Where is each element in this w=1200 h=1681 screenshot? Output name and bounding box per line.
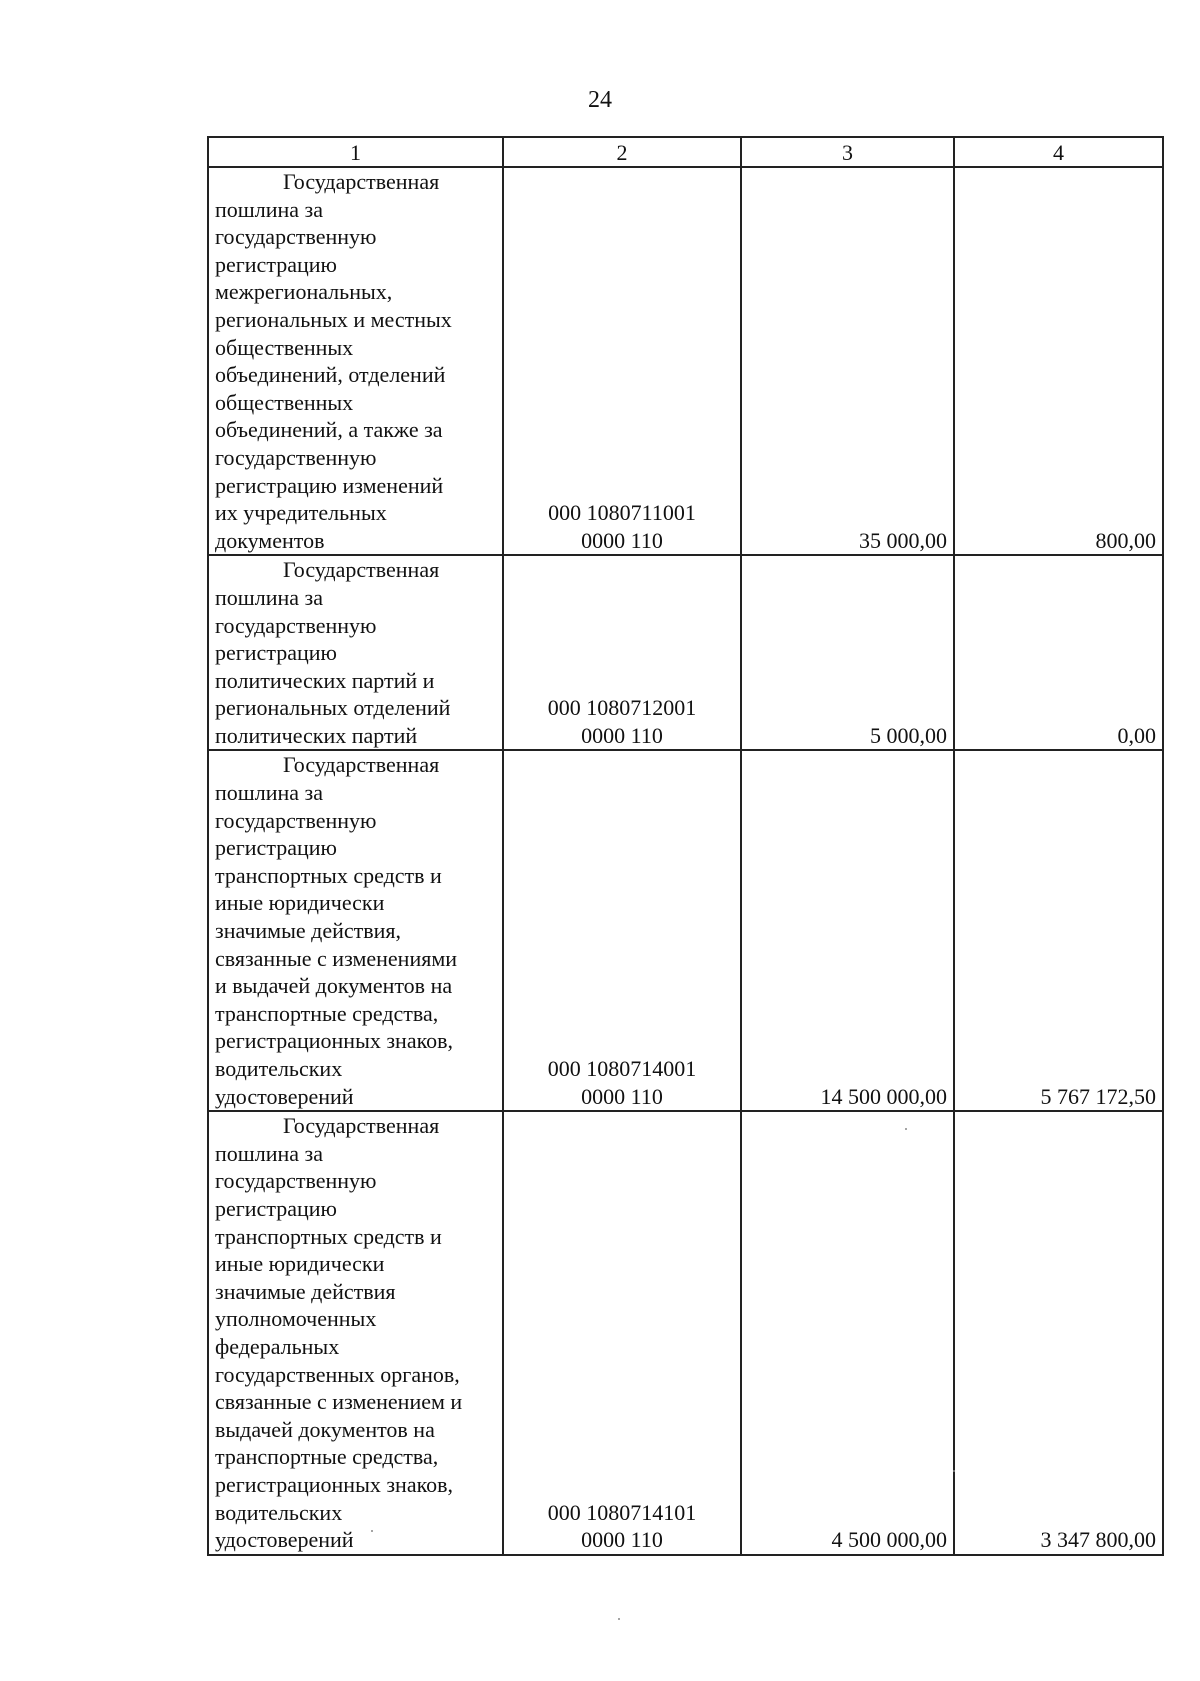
name-line: и выдачей документов на <box>215 973 453 999</box>
name-line: связанные с изменением и <box>215 1389 463 1415</box>
name-line: политических партий <box>215 722 418 748</box>
column-header-3: 3 <box>741 137 954 167</box>
name-line: водительских <box>215 1056 343 1081</box>
name-line: транспортные средства, <box>215 1444 439 1470</box>
name-line: Государственная <box>283 557 440 583</box>
name-line: водительских <box>215 1499 343 1525</box>
name-line: регистрационных знаков, <box>215 1471 454 1497</box>
column-header-4: 4 <box>954 137 1163 167</box>
name-line: пошлина за <box>215 584 323 610</box>
code-line: 000 1080714101 <box>547 1499 697 1525</box>
cell-actual-amount: 3 347 800,00 <box>954 1111 1163 1555</box>
name-line: транспортные средства, <box>215 1000 439 1026</box>
table-row <box>208 167 1163 555</box>
name-line: уполномоченных <box>215 1306 377 1332</box>
name-line: региональных отделений <box>215 695 451 721</box>
name-line: межрегиональных, <box>215 279 393 305</box>
name-line: значимые действия, <box>215 918 402 944</box>
name-line: транспортных средств и <box>215 1223 442 1249</box>
name-line: регистрационных знаков, <box>215 1028 454 1054</box>
name-line: регистрацию <box>215 251 337 277</box>
cell-name <box>208 555 503 750</box>
name-line: пошлина за <box>215 1140 323 1166</box>
cell-plan-amount: 5 000,00 <box>741 555 954 750</box>
code-line: 000 1080712001 <box>547 695 697 721</box>
cell-name <box>208 167 503 555</box>
name-line: их учредительных <box>215 500 387 526</box>
code-line: 0000 110 <box>581 1527 663 1553</box>
cell-code <box>503 1111 741 1555</box>
name-line: связанные с изменениями <box>215 945 458 971</box>
name-line: государственную <box>215 612 377 638</box>
name-line: объединений, а также за <box>215 417 443 443</box>
code-line: 0000 110 <box>581 1083 663 1109</box>
cell-name <box>208 1111 503 1555</box>
table-body <box>208 167 1163 1555</box>
cell-plan-amount: 35 000,00 <box>741 167 954 555</box>
name-line: удостоверений <box>215 1527 354 1553</box>
name-line: документов <box>215 527 325 553</box>
table-row <box>208 555 1163 750</box>
name-line: регистрацию <box>215 835 337 861</box>
name-line: удостоверений <box>215 1083 354 1109</box>
revenue-table <box>207 136 1164 1556</box>
name-line: Государственная <box>283 1113 440 1139</box>
cell-plan-amount: 14 500 000,00 <box>741 750 954 1111</box>
table-row <box>208 750 1163 1111</box>
code-line: 000 1080714001 <box>547 1056 697 1081</box>
cell-code <box>503 750 741 1111</box>
code-line: 000 1080711001 <box>548 500 696 526</box>
cell-actual-amount: 800,00 <box>954 167 1163 555</box>
name-line: государственную <box>215 807 377 833</box>
cell-code <box>503 167 741 555</box>
name-line: регистрацию <box>215 1195 337 1221</box>
code-line: 0000 110 <box>581 527 663 553</box>
scan-speck <box>618 1618 620 1620</box>
code-line: 0000 110 <box>581 722 663 748</box>
page-number: 24 <box>588 87 612 113</box>
name-line: иные юридически <box>215 1251 385 1277</box>
table-row <box>208 1111 1163 1555</box>
name-line: Государственная <box>283 752 440 778</box>
cell-code <box>503 555 741 750</box>
name-line: иные юридически <box>215 890 385 916</box>
cell-actual-amount: 0,00 <box>954 555 1163 750</box>
name-line: пошлина за <box>215 780 323 806</box>
column-header-1: 1 <box>208 137 503 167</box>
scan-speck <box>371 1530 373 1532</box>
scan-speck <box>905 1128 907 1130</box>
name-line: общественных <box>215 334 354 360</box>
name-line: регистрацию <box>215 640 337 666</box>
name-line: объединений, отделений <box>215 362 446 388</box>
cell-actual-amount: 5 767 172,50 <box>954 750 1163 1111</box>
name-line: политических партий и <box>215 667 435 693</box>
scan-speck <box>953 1470 955 1472</box>
name-line: регистрацию изменений <box>215 472 444 498</box>
name-line: значимые действия <box>215 1278 396 1304</box>
name-line: федеральных <box>215 1333 340 1359</box>
name-line: пошлина за <box>215 196 323 222</box>
name-line: региональных и местных <box>215 306 452 332</box>
name-line: общественных <box>215 389 354 415</box>
name-line: государственных органов, <box>215 1361 460 1387</box>
name-line: выдачей документов на <box>215 1416 435 1442</box>
name-line: государственную <box>215 224 377 250</box>
cell-plan-amount: 4 500 000,00 <box>741 1111 954 1555</box>
table-header-row <box>208 137 1163 167</box>
name-line: Государственная <box>283 169 440 194</box>
name-line: государственную <box>215 1168 377 1194</box>
column-header-2: 2 <box>503 137 741 167</box>
name-line: транспортных средств и <box>215 862 442 888</box>
cell-name <box>208 750 503 1111</box>
name-line: государственную <box>215 444 377 470</box>
